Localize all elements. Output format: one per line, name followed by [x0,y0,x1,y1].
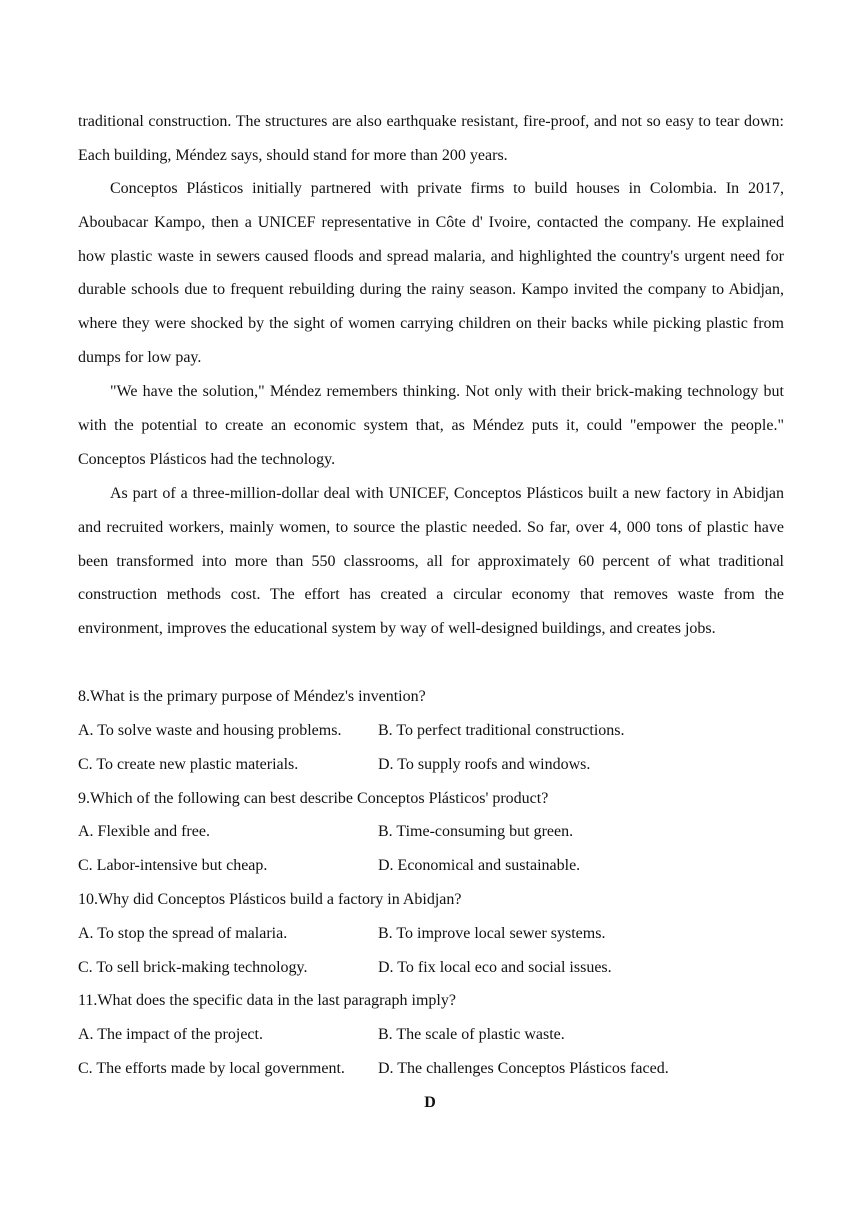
passage-paragraph-3: "We have the solution," Méndez remembers thinking. Not only with their brick-making technology but with the potential to create an economic system that, as Méndez puts it, could "empower the people." Conceptos Plásticos had the technology. [78,383,784,468]
question-9-option-a: A. Flexible and free. [78,823,210,840]
passage-paragraph-2: Conceptos Plásticos initially partnered with private firms to build houses in Colombia. In 2017, Aboubacar Kampo, then a UNICEF representative in Côte d' Ivoire, contacted the company. He explained how plastic waste in sewers caused floods and spread malaria, and highlighted the country's urgent need for durable schools due to frequent rebuilding during the rainy season. Kampo invited the company to Abidjan, where they were shocked by the sight of women carrying children on their backs while picking plastic from dumps for low pay. [78,180,784,366]
question-10-stem: 10.Why did Conceptos Plásticos build a factory in Abidjan? [78,891,462,908]
question-9-option-d: D. Economical and sustainable. [378,857,581,874]
question-9-option-c: C. Labor-intensive but cheap. [78,857,268,874]
question-8-option-a: A. To solve waste and housing problems. [78,722,342,739]
passage-paragraph-1: traditional construction. The structures are also earthquake resistant, fire-proof, and not so easy to tear down: Each building, Méndez says, should stand for more than 200 years. [78,113,784,164]
question-11-option-d: D. The challenges Conceptos Plásticos faced. [378,1060,669,1077]
section-heading-d: D [424,1094,436,1111]
question-8-option-b: B. To perfect traditional constructions. [378,722,625,739]
question-10-option-b: B. To improve local sewer systems. [378,925,606,942]
question-8-option-d: D. To supply roofs and windows. [378,756,591,773]
question-10-option-d: D. To fix local eco and social issues. [378,959,612,976]
passage-paragraph-4: As part of a three-million-dollar deal with UNICEF, Conceptos Plásticos built a new factory in Abidjan and recruited workers, mainly women, to source the plastic needed. So far, over 4, 000 tons of plastic have been transformed into more than 550 classrooms, all for approximately 60 percent of what traditional construction methods cost. The effort has created a circular economy that removes waste from the environment, improves the educational system by way of well-designed buildings, and creates jobs. [78,485,784,638]
question-9-stem: 9.Which of the following can best describe Conceptos Plásticos' product? [78,790,549,807]
question-8-stem: 8.What is the primary purpose of Méndez's invention? [78,688,426,705]
question-11-option-c: C. The efforts made by local government. [78,1060,345,1077]
question-10-option-a: A. To stop the spread of malaria. [78,925,288,942]
question-8-option-c: C. To create new plastic materials. [78,756,299,773]
question-11-option-b: B. The scale of plastic waste. [378,1026,565,1043]
question-10-option-c: C. To sell brick-making technology. [78,959,308,976]
question-11-stem: 11.What does the specific data in the last paragraph imply? [78,992,456,1009]
question-11-option-a: A. The impact of the project. [78,1026,263,1043]
question-9-option-b: B. Time-consuming but green. [378,823,574,840]
